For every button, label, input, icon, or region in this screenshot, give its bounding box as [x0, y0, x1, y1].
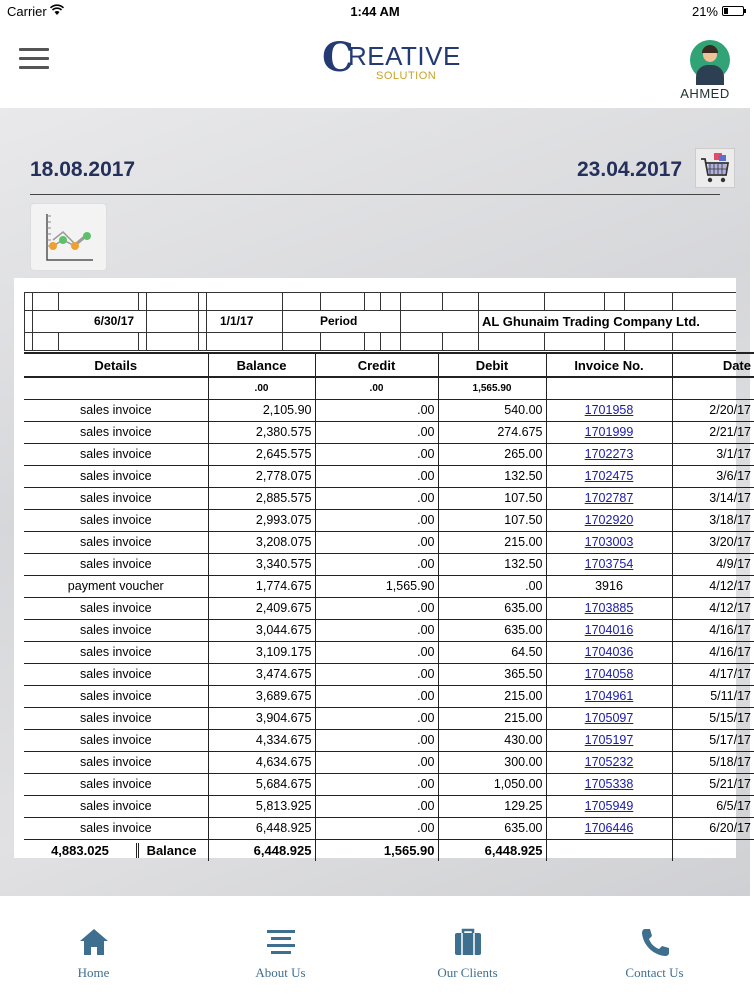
total-credit: 1,565.90 — [315, 839, 438, 861]
table-row — [24, 663, 754, 685]
tab-clients-label: Our Clients — [437, 965, 498, 980]
total-label: Balance — [146, 842, 197, 858]
row-date: 3/6/17 — [672, 465, 754, 487]
tab-home-label: Home — [77, 965, 110, 980]
battery-percent: 21% — [691, 4, 718, 19]
table-row — [24, 817, 754, 839]
voucher-number: 3916 — [595, 579, 623, 593]
row-debit: 635.00 — [438, 597, 546, 619]
row-invoice — [546, 751, 672, 773]
row-credit: .00 — [315, 795, 438, 817]
row-debit: 64.50 — [438, 641, 546, 663]
row-invoice — [546, 443, 672, 465]
status-time: 1:44 AM — [350, 4, 400, 19]
row-debit: 215.00 — [438, 531, 546, 553]
tab-contact-label: Contact Us — [625, 965, 684, 980]
table-row — [24, 795, 754, 817]
row-invoice — [546, 795, 672, 817]
row-credit: .00 — [315, 509, 438, 531]
table-row — [24, 575, 754, 597]
row-date: 4/17/17 — [672, 663, 754, 685]
row-credit: .00 — [315, 685, 438, 707]
row-credit: .00 — [315, 465, 438, 487]
period-label: Period — [320, 314, 358, 328]
user-name: AHMED — [680, 86, 730, 101]
table-row — [24, 509, 754, 531]
row-balance: 2,409.675 — [208, 597, 315, 619]
row-credit: .00 — [315, 641, 438, 663]
row-details: sales invoice — [24, 663, 208, 685]
row-credit: .00 — [315, 421, 438, 443]
table-row — [24, 751, 754, 773]
row-date: 3/14/17 — [672, 487, 754, 509]
row-debit: 635.00 — [438, 817, 546, 839]
total-debit: 6,448.925 — [438, 839, 546, 861]
tab-contact-us[interactable] — [561, 896, 748, 1000]
invoice-link[interactable]: 1702273 — [584, 447, 634, 461]
table-row — [24, 619, 754, 641]
row-details: sales invoice — [24, 795, 208, 817]
company-logo: C REATIVE SOLUTION — [322, 34, 461, 82]
row-balance: 4,334.675 — [208, 729, 315, 751]
battery-icon — [722, 6, 744, 16]
row-balance: 2,993.075 — [208, 509, 315, 531]
row-credit: .00 — [315, 597, 438, 619]
row-credit: 1,565.90 — [315, 575, 438, 597]
table-row — [24, 773, 754, 795]
row-invoice — [546, 487, 672, 509]
ledger-table — [24, 352, 754, 861]
invoice-link[interactable]: 1703885 — [584, 601, 634, 615]
row-credit: .00 — [315, 663, 438, 685]
row-details: sales invoice — [24, 531, 208, 553]
opening-credit: .00 — [315, 377, 438, 399]
row-credit: .00 — [315, 751, 438, 773]
row-date: 4/12/17 — [672, 597, 754, 619]
row-date: 4/16/17 — [672, 619, 754, 641]
table-row — [24, 443, 754, 465]
row-debit: 132.50 — [438, 553, 546, 575]
invoice-link[interactable]: 1706446 — [584, 821, 634, 835]
invoice-link[interactable]: 1705949 — [584, 799, 634, 813]
row-invoice — [546, 597, 672, 619]
row-date: 4/16/17 — [672, 641, 754, 663]
period-end: 6/30/17 — [94, 314, 135, 328]
app-header — [0, 22, 750, 108]
invoice-link[interactable]: 1704961 — [584, 689, 634, 703]
invoice-link[interactable]: 1703754 — [584, 557, 634, 571]
invoice-link[interactable]: 1701958 — [584, 403, 634, 417]
header-divider — [30, 194, 720, 195]
row-credit: .00 — [315, 773, 438, 795]
row-details: sales invoice — [24, 685, 208, 707]
row-debit: 129.25 — [438, 795, 546, 817]
invoice-link[interactable]: 1705097 — [584, 711, 634, 725]
row-invoice — [546, 641, 672, 663]
row-credit: .00 — [315, 487, 438, 509]
row-balance: 2,380.575 — [208, 421, 315, 443]
table-row — [24, 421, 754, 443]
row-details: sales invoice — [24, 443, 208, 465]
row-details: sales invoice — [24, 729, 208, 751]
phone-icon — [639, 926, 671, 958]
col-date: Date — [672, 353, 754, 377]
col-credit: Credit — [315, 353, 438, 377]
row-date: 2/20/17 — [672, 399, 754, 421]
tab-our-clients[interactable] — [374, 896, 561, 1000]
invoice-link[interactable]: 1704058 — [584, 667, 634, 681]
row-balance: 6,448.925 — [208, 817, 315, 839]
briefcase-icon — [452, 926, 484, 958]
row-invoice — [546, 531, 672, 553]
row-debit: 107.50 — [438, 509, 546, 531]
invoice-link[interactable]: 1702475 — [584, 469, 634, 483]
invoice-link[interactable]: 1701999 — [584, 425, 634, 439]
col-debit: Debit — [438, 353, 546, 377]
row-details: sales invoice — [24, 487, 208, 509]
row-date: 5/15/17 — [672, 707, 754, 729]
user-avatar-icon[interactable] — [690, 40, 730, 80]
table-row — [24, 553, 754, 575]
row-debit: .00 — [438, 575, 546, 597]
row-debit: 215.00 — [438, 685, 546, 707]
row-invoice — [546, 421, 672, 443]
row-details: sales invoice — [24, 597, 208, 619]
row-invoice — [546, 663, 672, 685]
row-date: 4/12/17 — [672, 575, 754, 597]
row-credit: .00 — [315, 553, 438, 575]
row-credit: .00 — [315, 729, 438, 751]
row-details: sales invoice — [24, 399, 208, 421]
row-debit: 300.00 — [438, 751, 546, 773]
row-invoice — [546, 509, 672, 531]
row-debit: 430.00 — [438, 729, 546, 751]
row-balance: 2,885.575 — [208, 487, 315, 509]
row-details: sales invoice — [24, 421, 208, 443]
invoice-link[interactable]: 1702787 — [584, 491, 634, 505]
opening-debit: 1,565.90 — [438, 377, 546, 399]
row-debit: 132.50 — [438, 465, 546, 487]
table-row — [24, 531, 754, 553]
col-balance: Balance — [208, 353, 315, 377]
row-details: sales invoice — [24, 465, 208, 487]
row-details: sales invoice — [24, 817, 208, 839]
row-balance: 1,774.675 — [208, 575, 315, 597]
invoice-link[interactable]: 1704016 — [584, 623, 634, 637]
status-bar — [0, 0, 750, 22]
row-date: 5/11/17 — [672, 685, 754, 707]
invoice-link[interactable]: 1702920 — [584, 513, 634, 527]
table-row — [24, 597, 754, 619]
row-invoice — [546, 729, 672, 751]
row-details: payment voucher — [24, 575, 208, 597]
row-date: 6/5/17 — [672, 795, 754, 817]
row-debit: 540.00 — [438, 399, 546, 421]
row-credit: .00 — [315, 443, 438, 465]
list-icon — [265, 926, 297, 958]
carrier-label: Carrier — [7, 4, 47, 19]
date-from[interactable]: 18.08.2017 — [30, 158, 136, 181]
row-details: sales invoice — [24, 641, 208, 663]
row-date: 3/18/17 — [672, 509, 754, 531]
row-invoice — [546, 553, 672, 575]
company-name: AL Ghunaim Trading Company Ltd. — [482, 314, 700, 329]
tab-about-label: About Us — [255, 965, 306, 980]
row-details: sales invoice — [24, 553, 208, 575]
row-date: 5/21/17 — [672, 773, 754, 795]
row-invoice — [546, 619, 672, 641]
account-statement — [14, 278, 751, 858]
table-row — [24, 487, 754, 509]
row-balance: 5,684.675 — [208, 773, 315, 795]
invoice-link[interactable]: 1703003 — [584, 535, 634, 549]
home-icon — [78, 926, 110, 958]
row-invoice — [546, 773, 672, 795]
row-date: 4/9/17 — [672, 553, 754, 575]
row-details: sales invoice — [24, 619, 208, 641]
row-balance: 3,689.675 — [208, 685, 315, 707]
invoice-link[interactable]: 1705197 — [584, 733, 634, 747]
statement-area — [0, 108, 750, 896]
invoice-link[interactable]: 1705338 — [584, 777, 634, 791]
net-balance: 4,883.025 — [24, 843, 139, 858]
row-date: 3/20/17 — [672, 531, 754, 553]
bottom-tab-bar — [0, 896, 750, 1000]
row-balance: 3,340.575 — [208, 553, 315, 575]
col-details: Details — [24, 353, 208, 377]
invoice-link[interactable]: 1705232 — [584, 755, 634, 769]
row-balance: 3,109.175 — [208, 641, 315, 663]
invoice-link[interactable]: 1704036 — [584, 645, 634, 659]
row-balance: 3,208.075 — [208, 531, 315, 553]
table-row — [24, 399, 754, 421]
row-details: sales invoice — [24, 773, 208, 795]
row-balance: 3,904.675 — [208, 707, 315, 729]
row-invoice — [546, 685, 672, 707]
opening-row — [24, 377, 754, 399]
row-invoice — [546, 465, 672, 487]
row-balance: 3,474.675 — [208, 663, 315, 685]
row-date: 2/21/17 — [672, 421, 754, 443]
total-row — [24, 839, 754, 861]
row-debit: 274.675 — [438, 421, 546, 443]
row-debit: 215.00 — [438, 707, 546, 729]
row-debit: 107.50 — [438, 487, 546, 509]
row-date: 3/1/17 — [672, 443, 754, 465]
total-balance: 6,448.925 — [208, 839, 315, 861]
row-invoice — [546, 817, 672, 839]
table-row — [24, 729, 754, 751]
row-debit: 365.50 — [438, 663, 546, 685]
opening-balance: .00 — [208, 377, 315, 399]
row-balance: 2,778.075 — [208, 465, 315, 487]
row-details: sales invoice — [24, 751, 208, 773]
row-date: 5/18/17 — [672, 751, 754, 773]
row-invoice — [546, 575, 672, 597]
row-credit: .00 — [315, 399, 438, 421]
period-start: 1/1/17 — [220, 314, 254, 328]
row-debit: 1,050.00 — [438, 773, 546, 795]
line-chart-icon[interactable] — [30, 203, 107, 271]
row-details: sales invoice — [24, 707, 208, 729]
date-to[interactable]: 23.04.2017 — [577, 158, 683, 181]
row-balance: 3,044.675 — [208, 619, 315, 641]
table-row — [24, 641, 754, 663]
tab-home[interactable] — [0, 896, 187, 1000]
tab-about-us[interactable] — [187, 896, 374, 1000]
table-row — [24, 707, 754, 729]
row-balance: 2,105.90 — [208, 399, 315, 421]
row-balance: 5,813.925 — [208, 795, 315, 817]
hamburger-icon[interactable] — [19, 48, 49, 70]
shopping-cart-icon[interactable] — [695, 148, 735, 188]
row-balance: 4,634.675 — [208, 751, 315, 773]
row-date: 5/17/17 — [672, 729, 754, 751]
row-credit: .00 — [315, 531, 438, 553]
row-invoice — [546, 707, 672, 729]
col-invoice: Invoice No. — [546, 353, 672, 377]
row-date: 6/20/17 — [672, 817, 754, 839]
row-credit: .00 — [315, 817, 438, 839]
row-debit: 265.00 — [438, 443, 546, 465]
row-invoice — [546, 399, 672, 421]
table-row — [24, 685, 754, 707]
row-debit: 635.00 — [438, 619, 546, 641]
row-credit: .00 — [315, 619, 438, 641]
row-details: sales invoice — [24, 509, 208, 531]
statement-header — [24, 292, 736, 350]
row-balance: 2,645.575 — [208, 443, 315, 465]
row-credit: .00 — [315, 707, 438, 729]
table-row — [24, 465, 754, 487]
